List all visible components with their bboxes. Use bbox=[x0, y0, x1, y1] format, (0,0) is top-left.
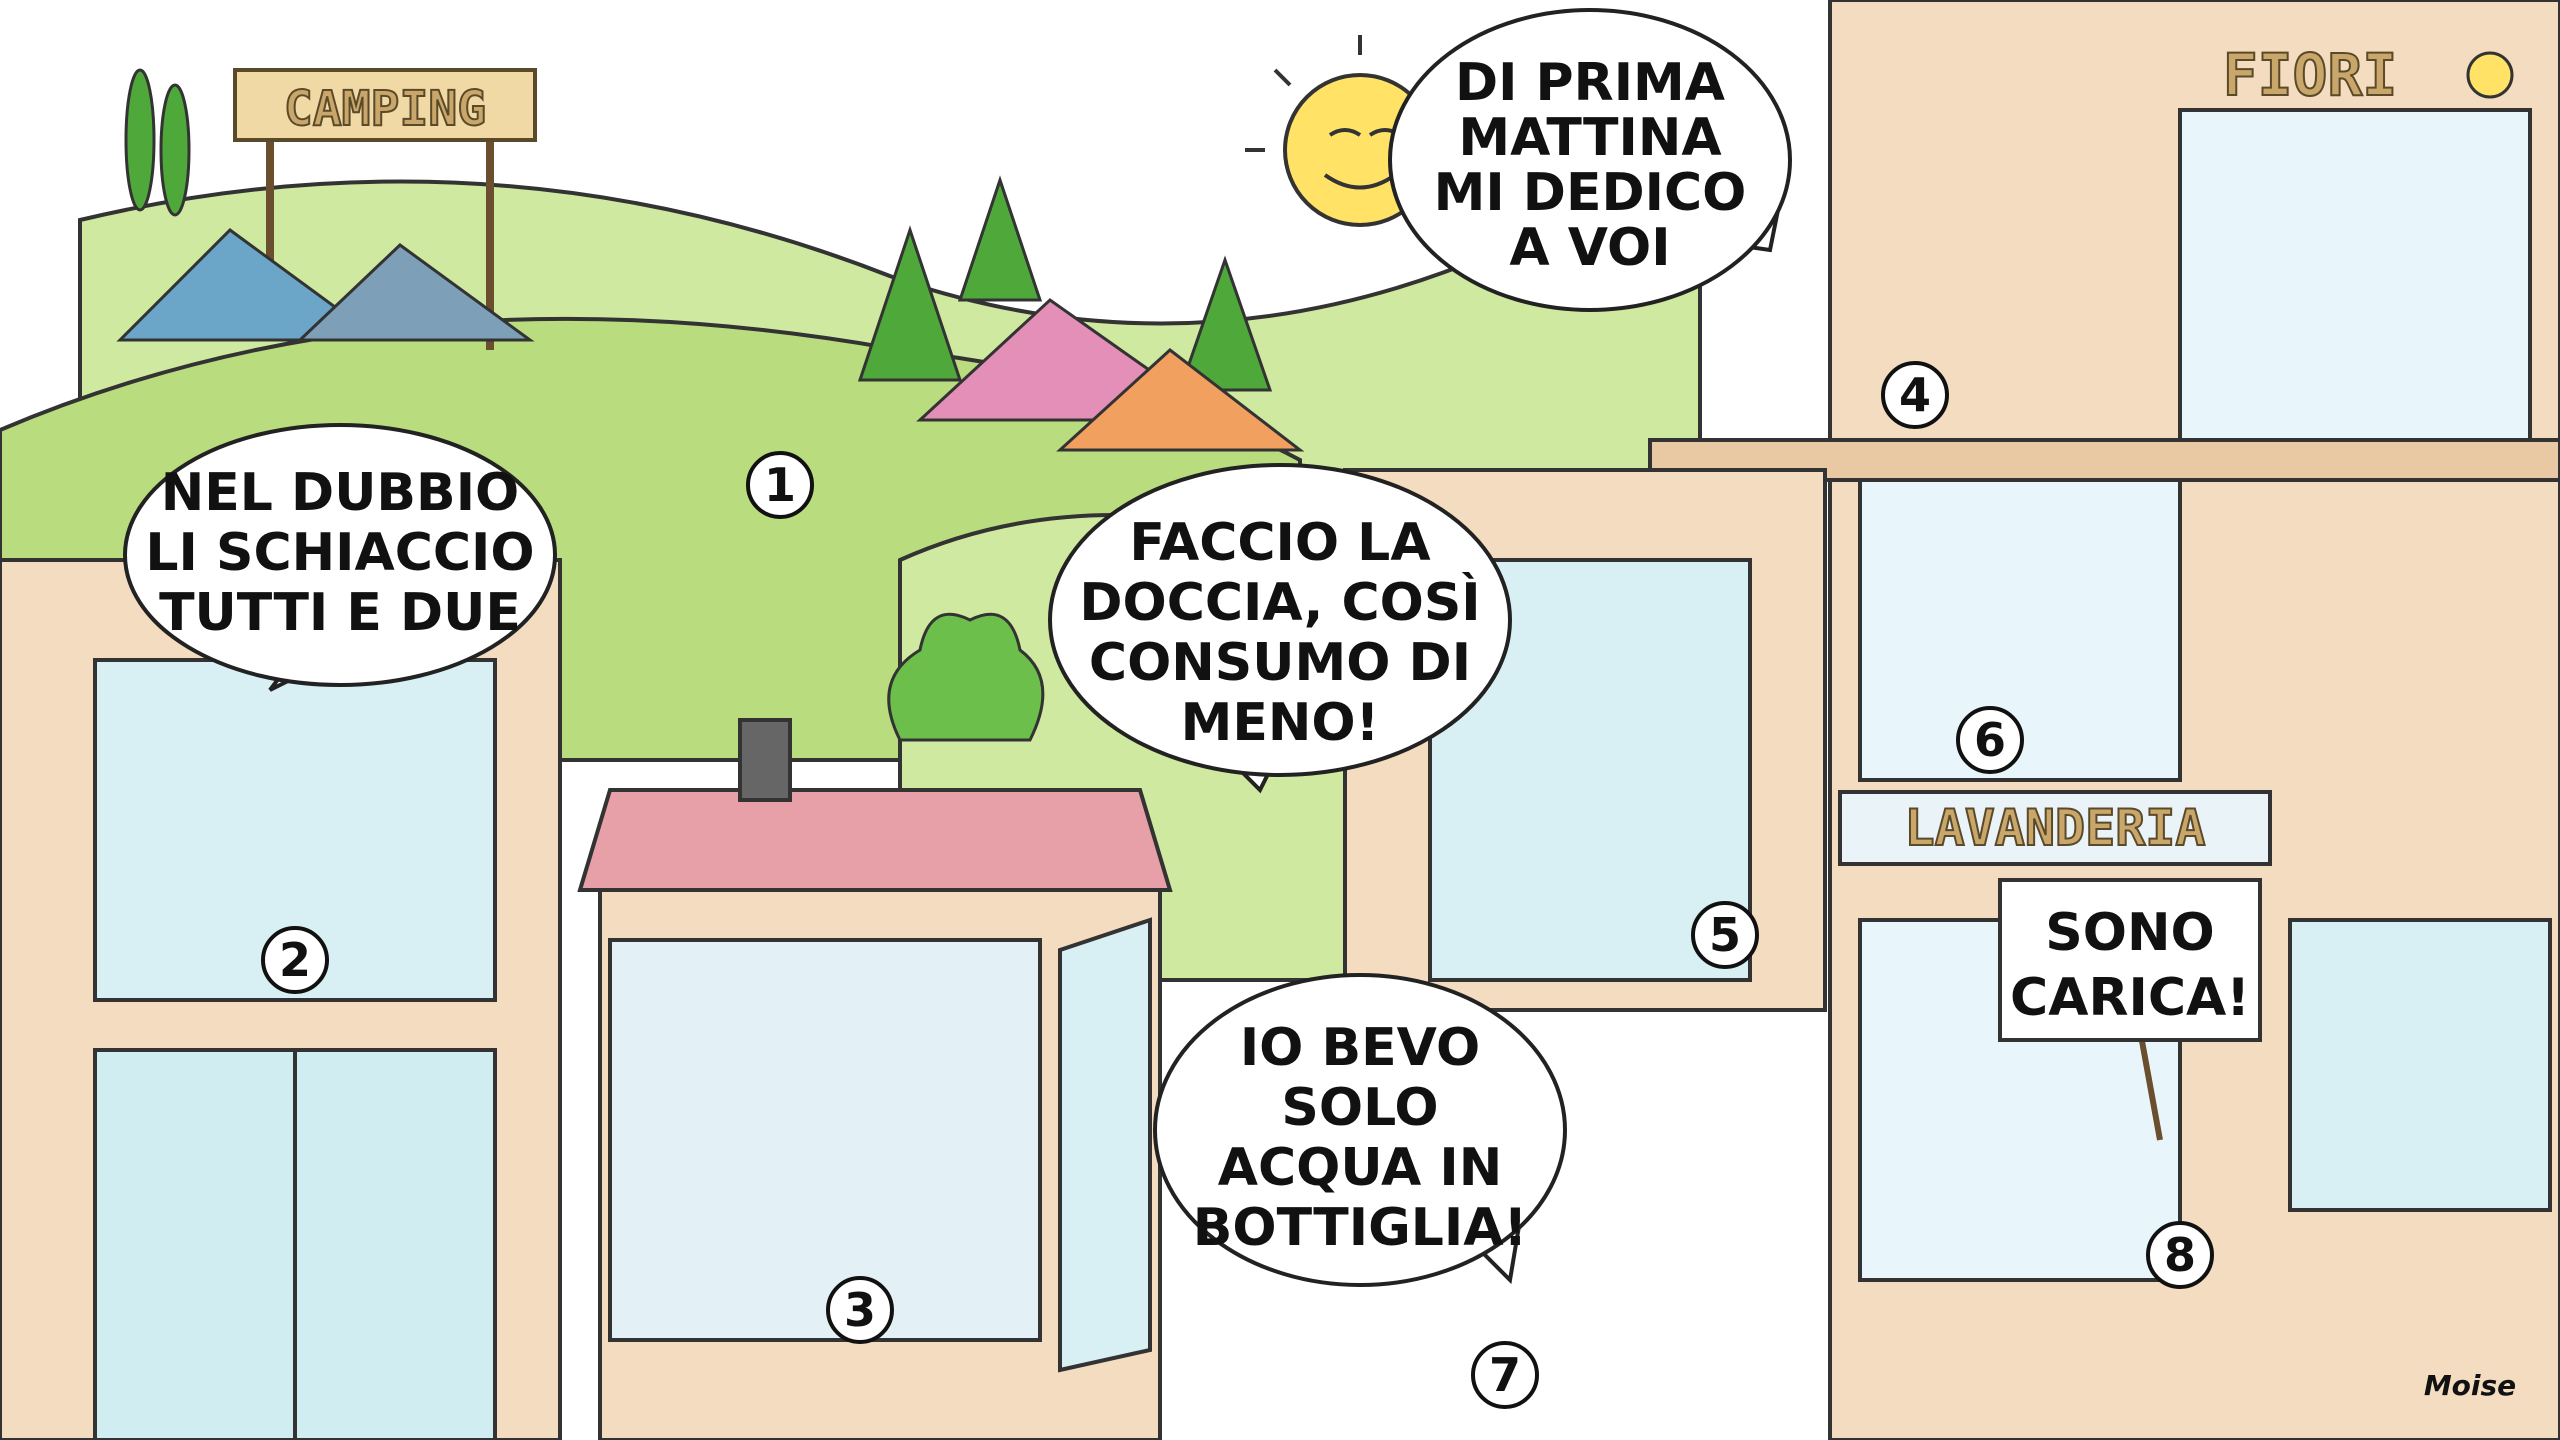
fiori-sign-text: FIORI bbox=[2222, 41, 2398, 109]
artist-signature: Moise bbox=[2423, 1369, 2517, 1402]
svg-text:5: 5 bbox=[1708, 908, 1742, 962]
bubble-3-line-3: CONSUMO DI bbox=[1088, 633, 1472, 693]
bubble-2-line-3: MI DEDICO bbox=[1433, 163, 1747, 223]
lavanderia-sign-text: LAVANDERIA bbox=[1904, 799, 2206, 857]
sono-carica-line-2: CARICA! bbox=[2010, 968, 2250, 1028]
bubble-2-line-1: DI PRIMA bbox=[1454, 53, 1726, 113]
bubble-3-line-1: FACCIO LA bbox=[1129, 513, 1431, 573]
scene-marker-4 bbox=[1883, 363, 1947, 427]
svg-text:1: 1 bbox=[763, 458, 797, 512]
svg-text:2: 2 bbox=[278, 933, 312, 987]
bubble-4-line-1: IO BEVO bbox=[1239, 1018, 1481, 1078]
camping-sign-text: CAMPING bbox=[283, 81, 487, 137]
scene-marker-3 bbox=[828, 1278, 892, 1342]
bubble-1-line-2: LI SCHIACCIO bbox=[145, 523, 535, 583]
svg-text:4: 4 bbox=[1898, 368, 1932, 422]
bubble-4-line-4: BOTTIGLIA! bbox=[1192, 1198, 1528, 1258]
speech-bubble-2 bbox=[1390, 10, 1790, 310]
scene-marker-2 bbox=[263, 928, 327, 992]
svg-text:7: 7 bbox=[1488, 1348, 1522, 1402]
bubble-2-line-4: A VOI bbox=[1509, 218, 1671, 278]
sono-carica-line-1: SONO bbox=[2045, 903, 2215, 963]
svg-text:8: 8 bbox=[2163, 1228, 2197, 1282]
scene-marker-5 bbox=[1693, 903, 1757, 967]
speech-bubble-4 bbox=[1155, 975, 1565, 1285]
bubble-3-line-2: DOCCIA, COSÌ bbox=[1079, 573, 1481, 633]
bubble-1-line-3: TUTTI E DUE bbox=[159, 583, 521, 643]
bubble-4-line-2: SOLO bbox=[1281, 1078, 1439, 1138]
scene-marker-1 bbox=[748, 453, 812, 517]
scene-marker-7 bbox=[1473, 1343, 1537, 1407]
svg-text:3: 3 bbox=[843, 1283, 877, 1337]
bubble-2-line-2: MATTINA bbox=[1458, 108, 1722, 168]
left-building bbox=[0, 560, 560, 1440]
bubble-3-line-4: MENO! bbox=[1180, 693, 1380, 753]
bubble-4-line-3: ACQUA IN bbox=[1217, 1138, 1503, 1198]
scene-marker-6 bbox=[1958, 708, 2022, 772]
scene-marker-8 bbox=[2148, 1223, 2212, 1287]
lavanderia-sign bbox=[1840, 792, 2270, 864]
bubble-1-line-1: NEL DUBBIO bbox=[160, 463, 520, 523]
svg-text:6: 6 bbox=[1973, 713, 2007, 767]
